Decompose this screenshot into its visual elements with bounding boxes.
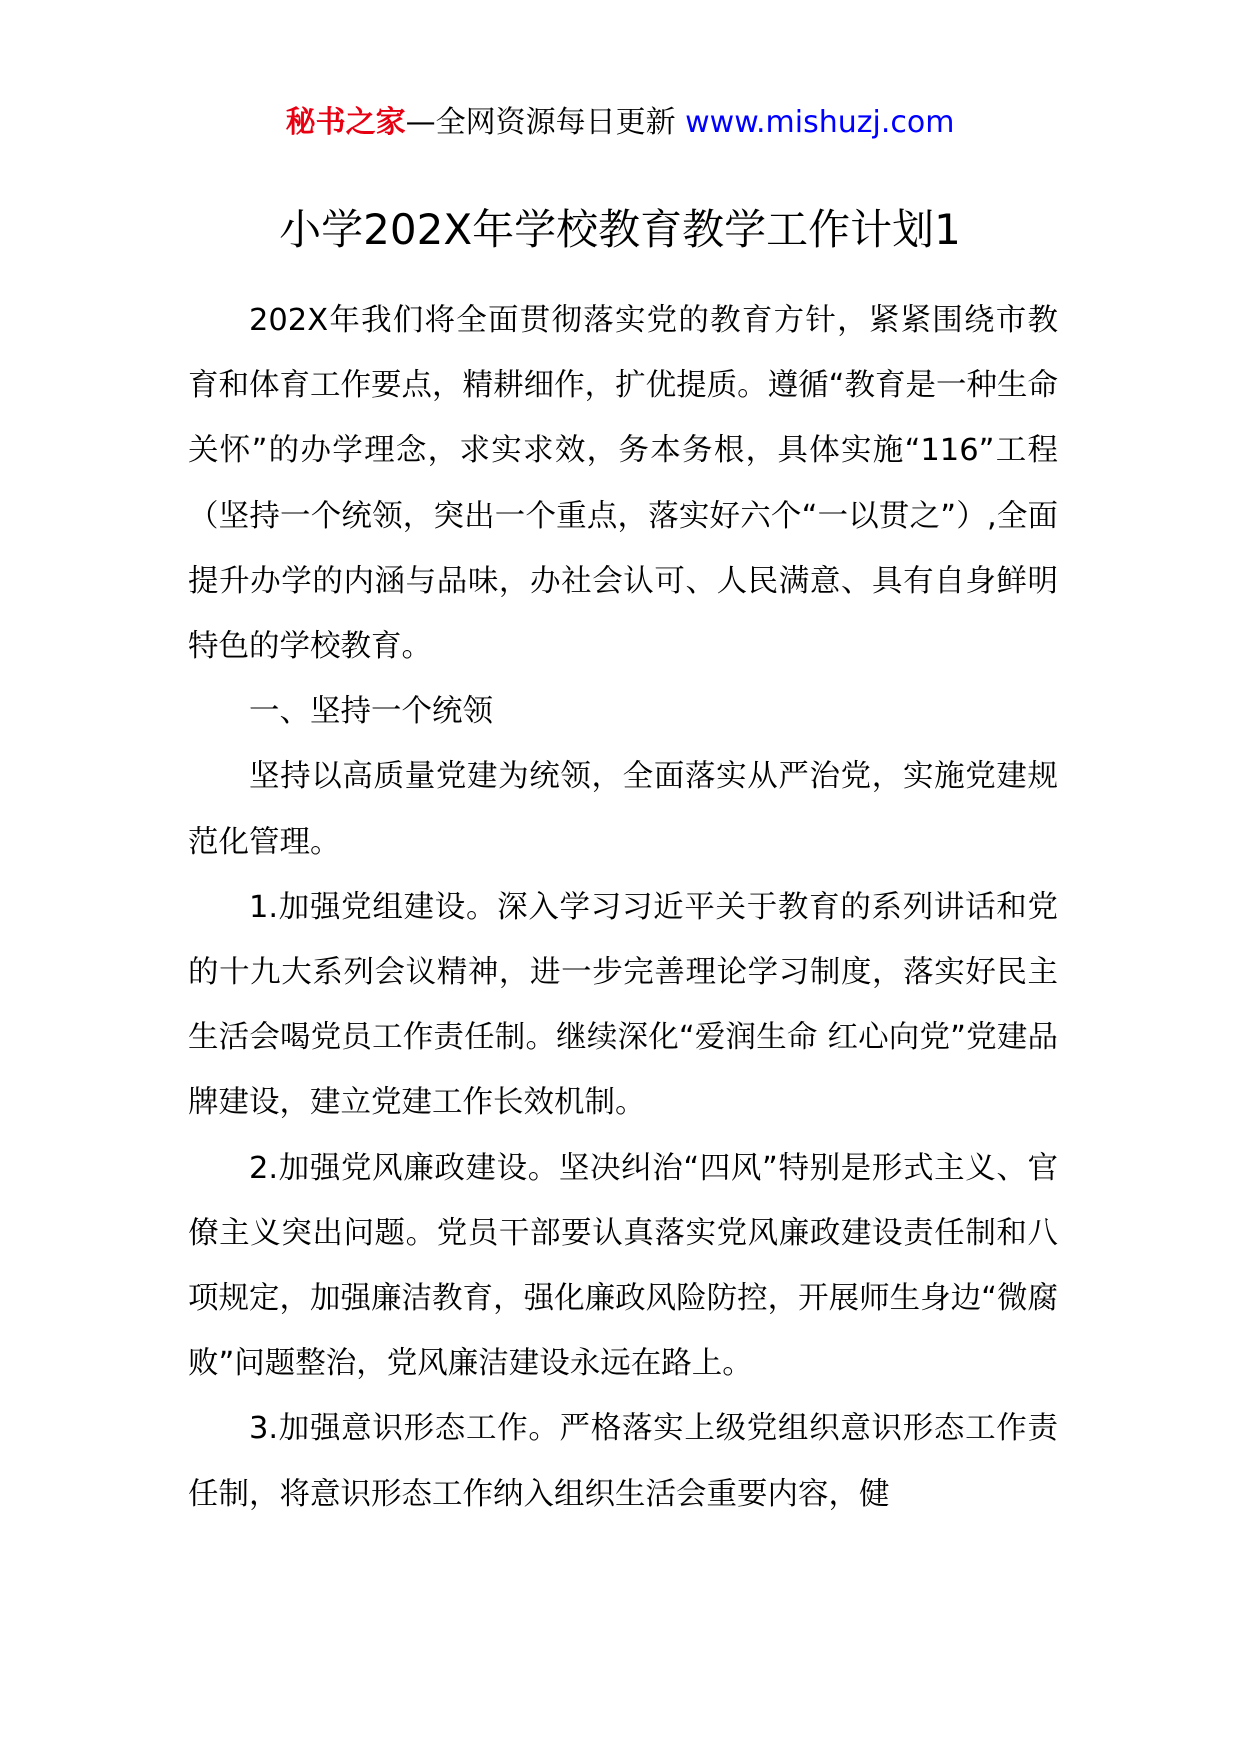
site-url-link[interactable]: www.mishuzj.com: [685, 105, 955, 140]
paragraph-item-1: 1.加强党组建设。深入学习习近平关于教育的系列讲话和党的十九大系列会议精神，进一步完善理论学习制度，落实好民主生活会喝党员工作责任制。继续深化“爱润生命 红心向党”党建品牌建设，建立党建工作长效机制。: [188, 889, 1058, 1121]
site-slogan: —全网资源每日更新: [405, 105, 686, 140]
paragraph-item-2: 2.加强党风廉政建设。坚决纠治“四风”特别是形式主义、官僚主义突出问题。党员干部要认真落实党风廉政建设责任制和八项规定，加强廉洁教育，强化廉政风险防控，开展师生身边“微腐败”问题整治，党风廉洁建设永远在路上。: [188, 1150, 1058, 1382]
document-body: [188, 288, 1058, 1527]
paragraph-intro: 202X年我们将全面贯彻落实党的教育方针，紧紧围绕市教育和体育工作要点，精耕细作，扩优提质。遵循“教育是一种生命关怀”的办学理念，求实求效，务本务根，具体实施“116”工程（坚持一个统领，突出一个重点，落实好六个“一以贯之”）,全面提升办学的内涵与品味，办社会认可、人民满意、具有自身鲜明特色的学校教育。: [188, 303, 1058, 665]
paragraph-item-3: 3.加强意识形态工作。严格落实上级党组织意识形态工作责任制，将意识形态工作纳入组织生活会重要内容，健: [188, 1411, 1058, 1512]
document-title: 小学202X年学校教育教学工作计划1: [279, 205, 961, 254]
site-header: [0, 100, 1240, 146]
section-heading: 一、坚持一个统领: [249, 694, 493, 730]
paragraph-section-intro: 坚持以高质量党建为统领，全面落实从严治党，实施党建规范化管理。: [188, 759, 1058, 860]
site-brand: 秘书之家: [285, 105, 406, 140]
